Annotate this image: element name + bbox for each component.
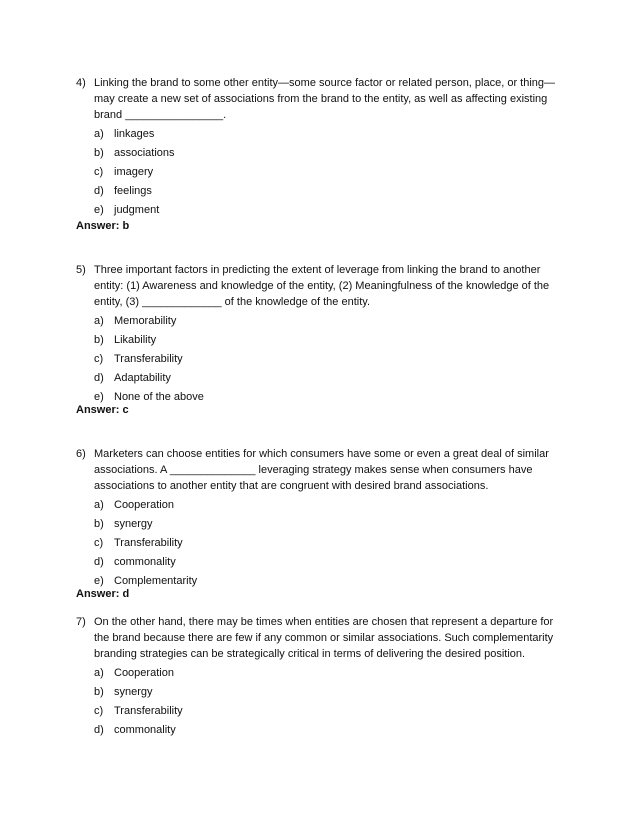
question-stem	[76, 75, 566, 123]
option-letter: d)	[94, 185, 104, 197]
option-a	[94, 496, 566, 515]
option-letter: b)	[94, 334, 104, 346]
option-c	[94, 702, 566, 721]
answer-6: Answer: d	[76, 588, 130, 600]
option-text: feelings	[114, 185, 152, 197]
question-5	[76, 262, 566, 407]
option-list	[76, 496, 566, 591]
option-letter: a)	[94, 128, 104, 140]
option-text: Cooperation	[114, 499, 174, 511]
option-b	[94, 515, 566, 534]
option-c	[94, 163, 566, 182]
option-text: Cooperation	[114, 667, 174, 679]
question-text: On the other hand, there may be times when entities are chosen that represent a departure for the brand because there are few if any common or similar associations. Such complementarity branding strategies can be strategically critical in terms of delivering the desired position.	[94, 616, 554, 660]
question-number: 4)	[76, 77, 86, 89]
option-c	[94, 350, 566, 369]
option-letter: a)	[94, 667, 104, 679]
option-d	[94, 369, 566, 388]
option-letter: d)	[94, 724, 104, 736]
option-text: synergy	[114, 518, 153, 530]
option-text: commonality	[114, 724, 176, 736]
question-number: 7)	[76, 616, 86, 628]
option-d	[94, 721, 566, 740]
option-text: judgment	[114, 204, 160, 216]
option-e	[94, 201, 566, 220]
option-letter: a)	[94, 499, 104, 511]
option-letter: e)	[94, 204, 104, 216]
question-7	[76, 614, 566, 740]
question-4	[76, 75, 566, 220]
option-text: synergy	[114, 686, 153, 698]
question-text: Marketers can choose entities for which consumers have some or even a great deal of similar associations. A ______________ leveraging strategy makes sense when consumers have associations to another entity that are congruent with desired brand associations.	[94, 448, 549, 492]
option-e	[94, 388, 566, 407]
option-a	[94, 312, 566, 331]
option-letter: e)	[94, 575, 104, 587]
option-a	[94, 664, 566, 683]
question-text: Linking the brand to some other entity—some source factor or related person, place, or thing—may create a new set of associations from the brand to the entity, as well as affecting existing brand ________________.	[94, 77, 556, 121]
option-b	[94, 683, 566, 702]
option-text: associations	[114, 147, 175, 159]
question-number: 5)	[76, 264, 86, 276]
option-letter: d)	[94, 556, 104, 568]
option-a	[94, 125, 566, 144]
option-text: Likability	[114, 334, 157, 346]
option-letter: b)	[94, 147, 104, 159]
option-e	[94, 572, 566, 591]
option-text: Transferability	[114, 353, 183, 365]
option-text: Complementarity	[114, 575, 198, 587]
option-letter: c)	[94, 537, 104, 549]
question-text: Three important factors in predicting the extent of leverage from linking the brand to another entity: (1) Awareness and knowledge of the entity, (2) Meaningfulness of the knowledge of the entity, (3) _____________ of the knowledge of the entity.	[94, 264, 550, 308]
option-letter: c)	[94, 166, 104, 178]
option-list	[76, 312, 566, 407]
question-stem	[76, 614, 566, 662]
option-b	[94, 144, 566, 163]
option-text: linkages	[114, 128, 155, 140]
option-b	[94, 331, 566, 350]
option-letter: b)	[94, 686, 104, 698]
option-d	[94, 182, 566, 201]
option-text: Transferability	[114, 537, 183, 549]
question-stem	[76, 262, 566, 310]
answer-5: Answer: c	[76, 404, 129, 416]
option-letter: b)	[94, 518, 104, 530]
option-d	[94, 553, 566, 572]
question-6	[76, 446, 566, 591]
option-text: Transferability	[114, 705, 183, 717]
option-text: None of the above	[114, 391, 204, 403]
option-text: commonality	[114, 556, 176, 568]
option-letter: e)	[94, 391, 104, 403]
question-stem	[76, 446, 566, 494]
option-text: imagery	[114, 166, 154, 178]
option-letter: d)	[94, 372, 104, 384]
option-letter: a)	[94, 315, 104, 327]
option-list	[76, 664, 566, 740]
option-letter: c)	[94, 353, 104, 365]
option-text: Adaptability	[114, 372, 171, 384]
question-number: 6)	[76, 448, 86, 460]
option-c	[94, 534, 566, 553]
option-text: Memorability	[114, 315, 177, 327]
answer-4: Answer: b	[76, 220, 130, 232]
option-letter: c)	[94, 705, 104, 717]
option-list	[76, 125, 566, 220]
